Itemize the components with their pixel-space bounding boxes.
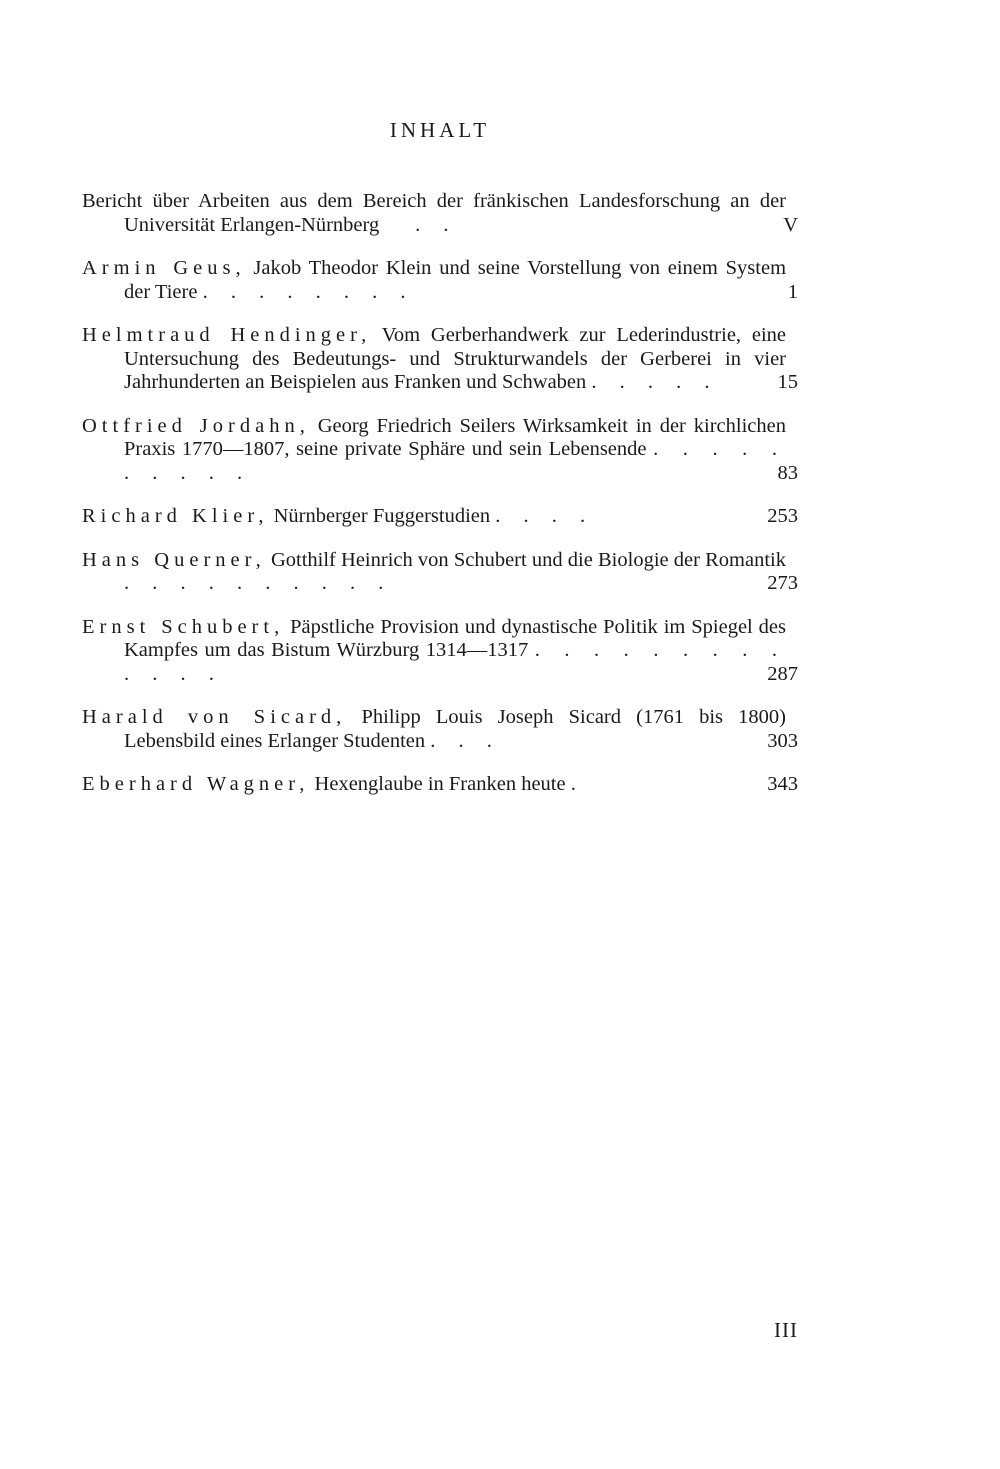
toc-entry xyxy=(82,190,798,237)
page-title: INHALT xyxy=(389,118,491,142)
entry-page-number: 15 xyxy=(777,371,798,393)
entry-text xyxy=(82,190,786,237)
entry-title: Vom Gerberhandwerk zur Lederindustrie, eine Untersuchung des Bedeutungs- und Strukturwandels der Gerberei in vier Jahrhunderten an Beispielen aus Franken und Schwaben xyxy=(124,324,786,393)
entry-page-number: 273 xyxy=(767,572,798,594)
toc-entry xyxy=(82,324,798,395)
entry-title: Päpstliche Provision und dynastische Politik im Spiegel des Kampfes um das Bistum Würzburg 1314—1317 xyxy=(124,615,786,661)
entry-title: Gotthilf Heinrich von Schubert und die Biologie der Romantik xyxy=(270,548,786,571)
dot-leaders: . . . . . . . . . . xyxy=(124,438,787,484)
dot-leaders: . . . . . . . . xyxy=(202,280,415,303)
entry-text xyxy=(82,549,786,596)
entry-author: Armin Geus, xyxy=(82,257,246,279)
entry-title: Nürnberger Fuggerstudien xyxy=(273,505,491,527)
table-of-contents xyxy=(82,190,798,817)
entry-title: Hexenglaube in Franken heute xyxy=(314,773,566,795)
dot-leaders: . . . . . xyxy=(591,371,719,393)
entry-text xyxy=(82,505,786,529)
dot-leaders: . xyxy=(570,773,585,795)
entry-page-number: 343 xyxy=(767,773,798,795)
toc-entry xyxy=(82,505,798,529)
dot-leaders: . . . xyxy=(430,729,501,752)
entry-author: Ernst Schubert, xyxy=(82,615,285,638)
dot-leaders: . . xyxy=(415,213,458,236)
entry-author: Eberhard Wagner, xyxy=(82,773,310,795)
toc-entry xyxy=(82,549,798,596)
entry-text xyxy=(82,415,786,486)
entry-text xyxy=(82,324,786,395)
page-number: III xyxy=(774,1318,798,1342)
entry-text xyxy=(82,616,786,687)
entry-title: Philipp Louis Joseph Sicard (1761 bis 1800) Lebensbild eines Erlanger Studenten xyxy=(124,706,787,752)
toc-entry xyxy=(82,415,798,486)
toc-entry xyxy=(82,257,798,304)
entry-author: Helmtraud Hendinger, xyxy=(82,324,372,346)
entry-author: Harald von Sicard, xyxy=(82,706,347,728)
entry-text xyxy=(82,706,786,753)
dot-leaders: . . . . . . . . . . xyxy=(124,572,393,594)
entry-author: Ottfried Jordahn, xyxy=(82,414,310,437)
toc-entry xyxy=(82,706,798,753)
entry-page-number: 287 xyxy=(767,662,798,685)
entry-text xyxy=(82,773,786,797)
entry-title: Jakob Theodor Klein und seine Vorstellung von einem System der Tiere xyxy=(124,257,787,303)
entry-text xyxy=(82,257,786,304)
entry-title: Bericht über Arbeiten aus dem Bereich der fränkischen Landesforschung an der Universität Erlangen-Nürnberg xyxy=(82,190,786,236)
entry-page-number: 253 xyxy=(767,505,798,527)
toc-entry xyxy=(82,616,798,687)
entry-page-number: 303 xyxy=(767,729,798,752)
entry-title: Georg Friedrich Seilers Wirksamkeit in der kirchlichen Praxis 1770—1807, seine private Sphäre und sein Lebensende xyxy=(124,414,786,460)
entry-page-number: 1 xyxy=(787,280,798,303)
dot-leaders: . . . . . . . . . . . . . xyxy=(124,639,787,685)
toc-entry xyxy=(82,773,798,797)
dot-leaders: . . . . xyxy=(495,505,595,527)
entry-author: Hans Querner, xyxy=(82,548,266,571)
entry-page-number: V xyxy=(783,213,798,236)
entry-author: Richard Klier, xyxy=(82,505,269,527)
entry-page-number: 83 xyxy=(777,461,798,484)
